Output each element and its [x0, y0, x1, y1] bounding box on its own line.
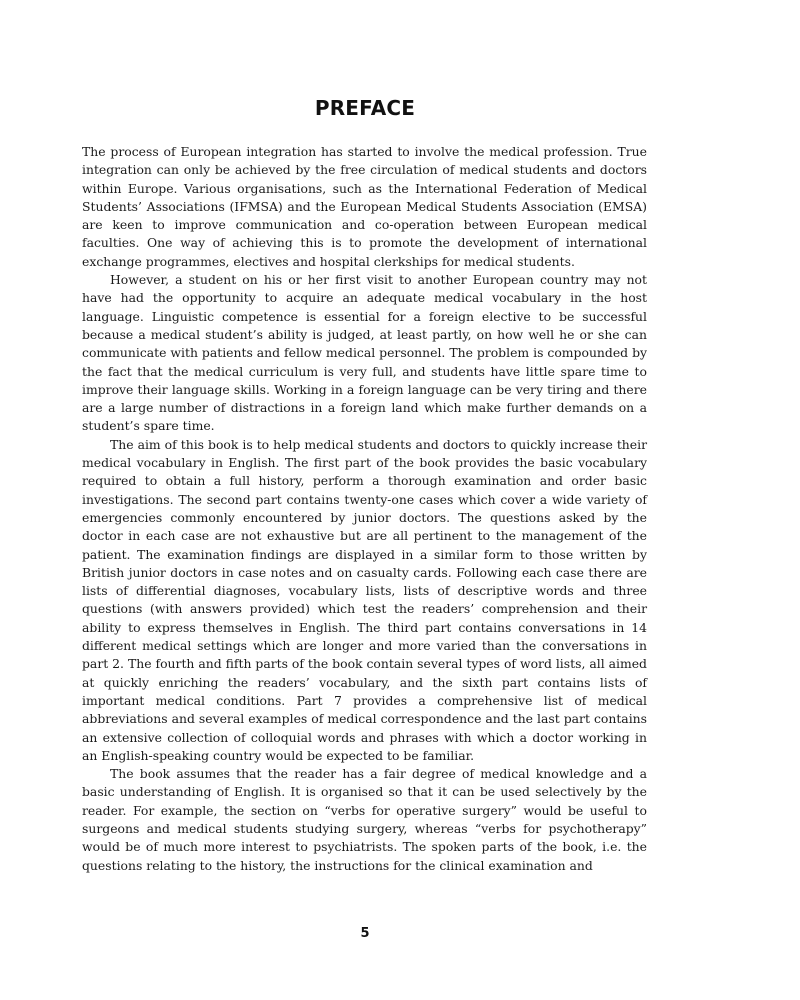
preface-body	[82, 143, 647, 875]
paragraph-2: However, a student on his or her first visit to another European country may not have had the opportunity to acquire an adequate medical vocabulary in the host language. Linguistic competence is essential for a foreign elective to be successful because a medical student’s ability is judged, at least partly, on how well he or she can communicate with patients and fellow medical personnel. The problem is compounded by the fact that the medical curriculum is very full, and students have little spare time to improve their language skills. Working in a foreign language can be very tiring and there are a large number of distractions in a foreign land which make further demands on a student’s spare time.	[82, 272, 647, 434]
page-number: 5	[360, 926, 370, 941]
paragraph-4: The book assumes that the reader has a fair degree of medical knowledge and a basic understanding of English. It is organised so that it can be used selectively by the reader. For example, the section on “verbs for operative surgery” would be useful to surgeons and medical students studying surgery, whereas “verbs for psychotherapy” would be of much more interest to psychiatrists. The spoken parts of the book, i.e. the questions relating to the history, the instructions for the clinical examination and	[82, 766, 647, 873]
paragraph-1: The process of European integration has started to involve the medical profession. True integration can only be achieved by the free circulation of medical students and doctors within Europe. Various organisations, such as the International Federation of Medical Students’ Associations (IFMSA) and the European Medical Students Association (EMSA) are keen to improve communication and co-operation between European medical faculties. One way of achieving this is to promote the development of international exchange programmes, electives and hospital clerkships for medical students.	[82, 144, 647, 269]
page-title: PREFACE	[314, 96, 416, 120]
paragraph-3: The aim of this book is to help medical students and doctors to quickly increase their medical vocabulary in English. The first part of the book provides the basic vocabulary required to obtain a full history, perform a thorough examination and order basic investigations. The second part contains twenty-one cases which cover a wide variety of emergencies commonly encountered by junior doctors. The questions asked by the doctor in each case are not exhaustive but are all pertinent to the management of the patient. The examination findings are displayed in a similar form to those written by British junior doctors in case notes and on casualty cards. Following each case there are lists of differential diagnoses, vocabulary lists, lists of descriptive words and three questions (with answers provided) which test the readers’ comprehension and their ability to express themselves in English. The third part contains conversations in 14 different medical settings which are longer and more varied than the conversations in part 2. The fourth and fifth parts of the book contain several types of word lists, all aimed at quickly enriching the readers’ vocabulary, and the sixth part contains lists of important medical conditions. Part 7 provides a comprehensive list of medical abbreviations and several examples of medical correspondence and the last part contains an extensive collection of colloquial words and phrases with which a doctor working in an English-speaking country would be expected to be familiar.	[82, 436, 647, 763]
